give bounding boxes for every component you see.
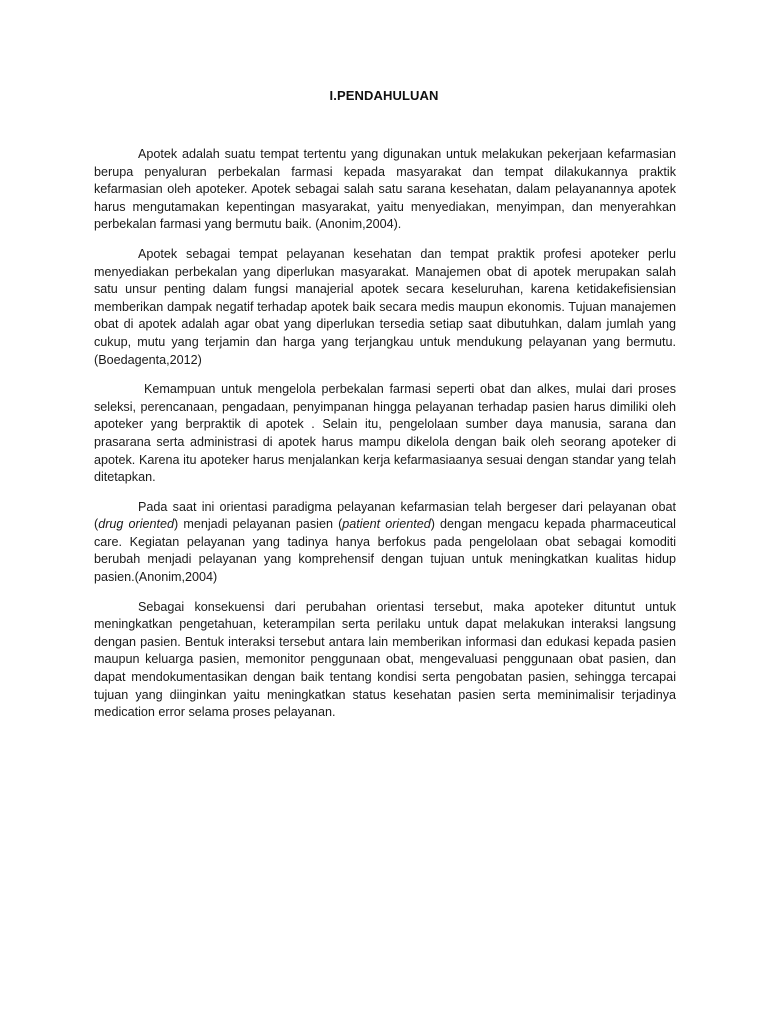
page-title: I.PENDAHULUAN [329, 88, 439, 103]
paragraph-4 [94, 499, 676, 587]
paragraph-4-part-2: ) menjadi pelayanan pasien ( [174, 517, 343, 532]
paragraph-5: Sebagai konsekuensi dari perubahan orientasi tersebut, maka apoteker dituntut untuk meningkatkan pengetahuan, keterampilan serta perilaku untuk dapat melakukan interaksi langsung dengan pasien. Bentuk interaksi tersebut antara lain memberikan informasi dan edukasi kepada pasien maupun keluarga pasien, memonitor penggunaan obat, mengevaluasi penggunaan obat pasien, dan dapat mendokumentasikan dengan baik tentang kondisi serta pengobatan pasien, sehingga tercapai tujuan yang diinginkan yaitu meningkatkan status kesehatan pasien serta meminimalisir terjadinya medication error selama proses pelayanan. [94, 599, 676, 720]
paragraph-4-part-3: ) dengan mengacu kepada pharmaceutical care. Kegiatan pelayanan yang tadinya hanya berfokus pada pengelolaan obat sebagai komoditi berubah menjadi pelayanan yang komprehensif dengan tujuan untuk meningkatkan kualitas hidup pasien.(Anonim,2004) [94, 517, 676, 585]
document-body [94, 146, 676, 734]
paragraph-4-italic-patient-oriented: patient oriented [342, 517, 431, 532]
paragraph-3: Kemampuan untuk mengelola perbekalan farmasi seperti obat dan alkes, mulai dari proses seleksi, perencanaan, pengadaan, penyimpanan hingga pelayanan terhadap pasien harus dimiliki oleh apoteker yang berpraktik di apotek . Selain itu, pengelolaan sumber daya manusia, sarana dan prasarana serta administrasi di apotek harus mampu dikelola dengan baik oleh seorang apoteker di apotek. Karena itu apoteker harus menjalankan kerja kefarmasiaanya sesuai dengan standar yang telah ditetapkan. [94, 382, 676, 485]
paragraph-4-part-1: Pada saat ini orientasi paradigma pelayanan kefarmasian telah bergeser dari pelayanan obat ( [94, 499, 676, 532]
paragraph-2: Apotek sebagai tempat pelayanan kesehatan dan tempat praktik profesi apoteker perlu menyediakan perbekalan yang diperlukan masyarakat. Manajemen obat di apotek merupakan salah satu unsur penting dalam fungsi manajerial apotek secara keseluruhan, karena ketidakefisiensian memberikan dampak negatif terhadap apotek baik secara medis maupun ekonomis. Tujuan manajemen obat di apotek adalah agar obat yang diperlukan tersedia setiap saat dibutuhkan, dalam jumlah yang cukup, mutu yang terjamin dan harga yang terjangkau untuk mendukung pelayanan yang bermutu.(Boedagenta,2012) [94, 246, 676, 367]
paragraph-4-italic-drug-oriented: drug oriented [98, 517, 175, 532]
paragraph-1: Apotek adalah suatu tempat tertentu yang digunakan untuk melakukan pekerjaan kefarmasian berupa penyaluran perbekalan farmasi kepada masyarakat dan tempat dilakukannya praktik kefarmasian oleh apoteker. Apotek sebagai salah satu sarana kesehatan, dalam pelayanannya apotek harus mengutamakan kepentingan masyarakat, yaitu menyediakan, menyimpan, dan menyerahkan perbekalan farmasi yang bermutu baik. (Anonim,2004). [94, 147, 676, 232]
